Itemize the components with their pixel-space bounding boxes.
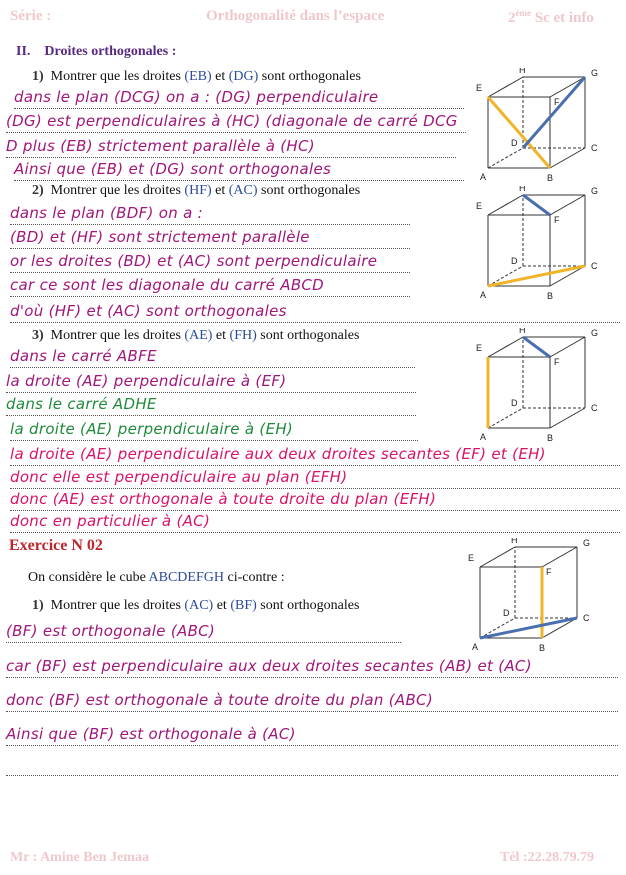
vertex-label-D: D (511, 138, 518, 148)
answer-line: dans le plan (BDF) on a : (10, 202, 410, 225)
vertex-label-C: C (591, 261, 598, 271)
answer-line: donc en particulier à (AC) (10, 510, 620, 533)
vertex-label-A: A (472, 642, 479, 652)
vertex-label-B: B (547, 173, 554, 183)
cube-edge (488, 195, 523, 215)
vertex-label-A: A (480, 172, 487, 182)
cube-figure-1 (470, 68, 620, 184)
answer-line: donc (BF) est orthogonale à toute droite du plan (ABC) (6, 689, 618, 712)
answer-line: (BD) et (HF) sont strictement parallèle (10, 226, 410, 249)
vertex-label-E: E (468, 553, 475, 563)
cube-edge (550, 77, 585, 97)
exercise-intro: On considère le cube ABCDEFGH ci-contre : (28, 570, 285, 585)
section-heading: II. Droites orthogonales : (16, 44, 177, 59)
vertex-label-H: H (519, 186, 526, 193)
vertex-label-D: D (503, 608, 510, 618)
answer-line: or les droites (BD) et (AC) sont perpendiculaire (10, 250, 410, 273)
answer-line: la droite (AE) perpendiculaire à (EH) (10, 418, 418, 441)
answer-line: la droite (AE) perpendiculaire aux deux droites secantes (EF) et (EH) (10, 443, 620, 466)
cube-edge (488, 148, 523, 168)
answer-line: donc elle est perpendiculaire au plan (EFH) (10, 466, 620, 489)
vertex-label-B: B (547, 291, 554, 301)
answer-line: Ainsi que (EB) et (DG) sont orthogonales (14, 158, 464, 181)
answer-line: car ce sont les diagonale du carré ABCD (10, 274, 410, 297)
vertex-label-B: B (547, 433, 554, 443)
vertex-label-G: G (591, 68, 599, 78)
exercise-question-1: 1) Montrer que les droites (AC) et (BF) sont orthogonales (32, 598, 360, 613)
answer-line-empty (6, 753, 618, 776)
question-2: 2) Montrer que les droites (HF) et (AC) sont orthogonales (32, 183, 361, 198)
cube-edge (542, 547, 577, 567)
cube-edge (488, 408, 523, 428)
answer-line: dans le carré ADHE (6, 393, 416, 416)
vertex-label-A: A (480, 290, 487, 300)
answer-line: Ainsi que (BF) est orthogonale à (AC) (6, 723, 618, 746)
cube-figure-2 (470, 186, 620, 302)
highlighted-line-AC (488, 266, 585, 286)
cube-edge (488, 77, 523, 97)
cube-figure-4 (462, 538, 612, 654)
vertex-label-E: E (476, 83, 483, 93)
cube-edge (550, 148, 585, 168)
answer-line: car (BF) est perpendiculaire aux deux droites secantes (AB) et (AC) (6, 655, 618, 678)
vertex-label-C: C (591, 403, 598, 413)
phone-footer: Tél :22.28.79.79 (500, 850, 595, 865)
answer-line: donc (AE) est orthogonale à toute droite du plan (EFH) (10, 488, 620, 511)
vertex-label-E: E (476, 201, 483, 211)
answer-line: dans le plan (DCG) on a : (DG) perpendiculaire (14, 86, 464, 109)
vertex-label-F: F (554, 215, 560, 225)
vertex-label-A: A (480, 432, 487, 442)
cube-edge (488, 337, 523, 357)
vertex-label-D: D (511, 398, 518, 408)
vertex-label-D: D (511, 256, 518, 266)
author-footer: Mr : Amine Ben Jemaa (10, 850, 149, 865)
level-label: 2ème Sc et info (508, 8, 594, 26)
vertex-label-G: G (583, 538, 591, 548)
vertex-label-F: F (554, 97, 560, 107)
vertex-label-G: G (591, 186, 599, 196)
highlighted-line-HF (523, 195, 550, 215)
highlighted-line-AC (480, 618, 577, 638)
vertex-label-C: C (583, 613, 590, 623)
vertex-label-H: H (511, 538, 518, 545)
answer-line: d'où (HF) et (AC) sont orthogonales (10, 300, 620, 323)
highlighted-line-DG (523, 77, 585, 148)
exercise-heading: Exercice N 02 (9, 537, 103, 554)
series-label: Série : (10, 8, 52, 24)
cube-edge (550, 195, 585, 215)
answer-line: la droite (AE) perpendiculaire à (EF) (6, 370, 416, 393)
highlighted-line-EB (488, 97, 550, 168)
cube-edge (550, 408, 585, 428)
cube-edge (480, 547, 515, 567)
question-1: 1) Montrer que les droites (EB) et (DG) sont orthogonales (32, 69, 361, 84)
vertex-label-B: B (539, 643, 546, 653)
answer-line: (BF) est orthogonale (ABC) (6, 620, 401, 643)
vertex-label-F: F (546, 567, 552, 577)
answer-line: dans le carré ABFE (10, 345, 415, 368)
vertex-label-C: C (591, 143, 598, 153)
answer-line: D plus (EB) strictement parallèle à (HC) (6, 135, 456, 158)
highlighted-line-FH (523, 337, 550, 357)
vertex-label-E: E (476, 343, 483, 353)
answer-line: (DG) est perpendiculaires à (HC) (diagonale de carré DCG (6, 110, 466, 133)
cube-edge (550, 337, 585, 357)
vertex-label-H: H (519, 328, 526, 335)
vertex-label-H: H (519, 68, 526, 75)
vertex-label-F: F (554, 357, 560, 367)
worksheet-title: Orthogonalité dans l’espace (206, 8, 385, 24)
cube-figure-3 (470, 328, 620, 444)
vertex-label-G: G (591, 328, 599, 338)
question-3: 3) Montrer que les droites (AE) et (FH) sont orthogonales (32, 328, 360, 343)
